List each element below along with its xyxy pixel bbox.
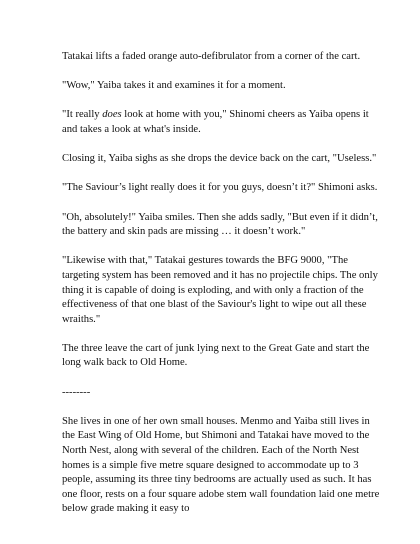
paragraph-text: "It really	[62, 109, 103, 121]
section-divider: --------	[62, 386, 91, 398]
paragraph: "Oh, absolutely!" Yaiba smiles. Then she adds sadly, "But even if it didn’t, the battery and skin pads are missing … it doesn’t work."	[62, 211, 378, 238]
document-page	[62, 50, 380, 532]
paragraph: The three leave the cart of junk lying next to the Great Gate and start the long walk back to Old Home.	[62, 342, 370, 369]
emphasized-text: does	[102, 109, 122, 121]
paragraph	[62, 108, 380, 137]
paragraph: "Wow," Yaiba takes it and examines it for a moment.	[62, 80, 286, 92]
paragraph: Tatakai lifts a faded orange auto-defibrulator from a corner of the cart.	[62, 51, 361, 62]
paragraph: "Likewise with that," Tatakai gestures towards the BFG 9000, "The targeting system has been removed and it has no projectile chips. The only thing it is capable of doing is exploding, and with only a fraction of the effectiveness of that one blast of the Saviour's light to wipe out all these wraiths."	[62, 255, 378, 325]
paragraph: She lives in one of her own small houses. Menmo and Yaiba still lives in the East Wing of Old Home, but Shimoni and Tatakai have moved to the North Nest, along with several of the children. Each of the North Nest homes is a simple five metre square designed to accommodate up to 3 people, assuming its three tiny bedrooms are actually used as such. It has one floor, rests on a four square adobe stem wall foundation laid one metre below grade making it easy to	[62, 415, 380, 515]
paragraph: "The Saviour’s light really does it for you guys, doesn’t it?" Shimoni asks.	[62, 182, 378, 194]
paragraph: Closing it, Yaiba sighs as she drops the device back on the cart, "Useless."	[62, 153, 377, 165]
paragraph-text: look at home with you," Shinomi cheers as Yaiba opens it and takes a look at what's inside.	[62, 109, 369, 135]
